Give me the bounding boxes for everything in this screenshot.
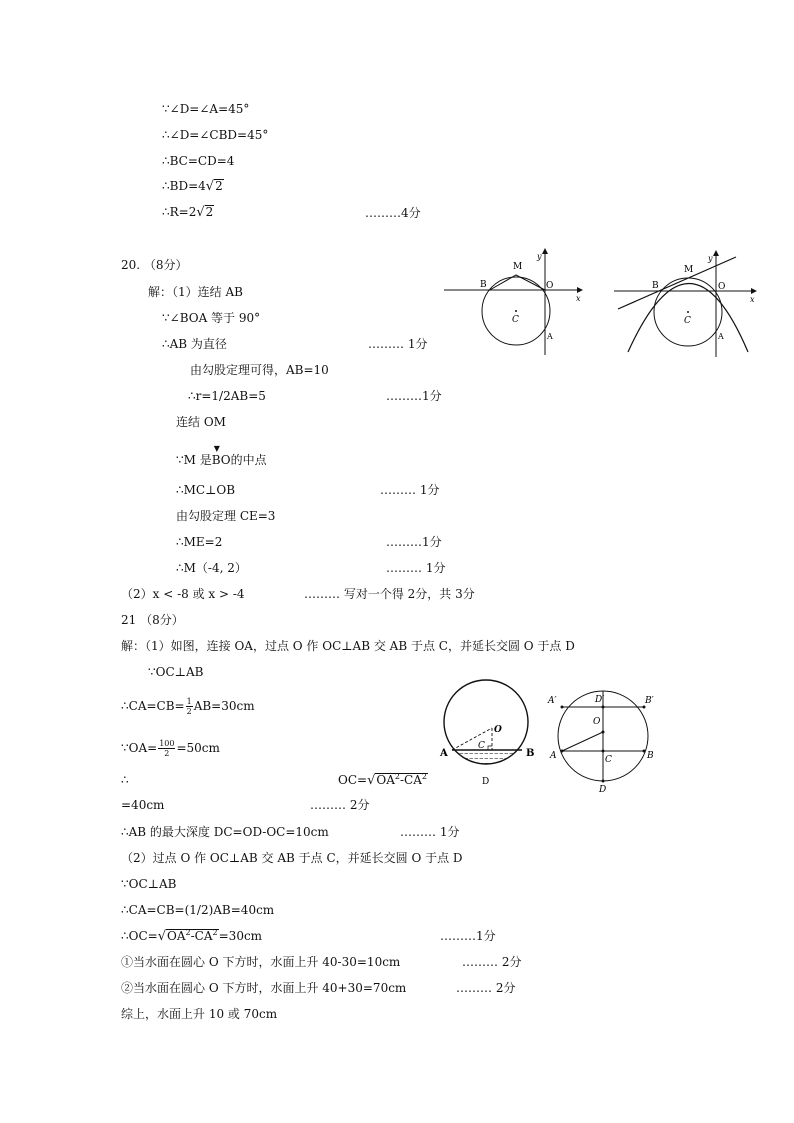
radicand: 2 bbox=[205, 205, 214, 219]
radicand: $OA^2-CA^2$ bbox=[376, 772, 427, 787]
step-line: ∴R=2√2 bbox=[162, 205, 214, 220]
score-mark: ………4分 bbox=[365, 206, 421, 220]
radicand: 2 bbox=[215, 179, 223, 193]
step-line bbox=[121, 739, 220, 758]
score-mark: ………1分 bbox=[386, 535, 442, 549]
label-d: D bbox=[482, 777, 490, 787]
label-o: O bbox=[593, 717, 601, 727]
label-a-prime: A′ bbox=[548, 696, 557, 706]
figure-right bbox=[547, 691, 654, 794]
step-line: ∴ME=2 bbox=[176, 535, 223, 549]
point bbox=[602, 706, 605, 709]
label-b: B bbox=[480, 280, 487, 290]
step-text: =50cm bbox=[176, 741, 220, 755]
label-c: C bbox=[512, 315, 519, 325]
label-o: O bbox=[546, 281, 554, 291]
score-mark: ……… 1分 bbox=[380, 483, 440, 497]
water-region bbox=[444, 750, 528, 780]
step-line bbox=[176, 444, 267, 468]
fraction: $\frac{1}{2}$ bbox=[186, 697, 192, 716]
step-line: ∴BC=CD=4 bbox=[162, 154, 235, 168]
step-text: ∴R=2 bbox=[162, 205, 197, 219]
score-mark: ……… 2分 bbox=[462, 955, 522, 969]
step-line: ∵∠D=∠A=45° bbox=[162, 102, 250, 116]
step-line: 由勾股定理 CE=3 bbox=[176, 509, 276, 523]
label-o: O bbox=[494, 725, 502, 735]
label-o: O bbox=[718, 282, 726, 292]
score-mark: ………1分 bbox=[386, 389, 442, 403]
radicand: $OA^2-CA^2$ bbox=[167, 928, 218, 943]
step-text: ∴BD=4 bbox=[162, 179, 206, 193]
score-mark: ……… 1分 bbox=[400, 825, 460, 839]
step-text: ∵M 是 bbox=[176, 453, 212, 467]
step-text: ∵OA= bbox=[121, 741, 158, 755]
step-line: 由勾股定理可得，AB=10 bbox=[190, 363, 329, 377]
label-x: x bbox=[576, 294, 581, 303]
figure-right bbox=[614, 251, 756, 357]
label-b: B bbox=[647, 751, 654, 761]
step-line: 连结 OM bbox=[176, 415, 226, 429]
step-line: ∴MC⊥OB bbox=[176, 483, 236, 497]
label-a: A bbox=[440, 748, 448, 759]
step-line: （2）x < -8 或 x > -4 bbox=[121, 587, 245, 601]
step-text: 的中点 bbox=[230, 453, 267, 467]
score-mark: ……… 1分 bbox=[368, 337, 428, 351]
step-line: $\therefore OC=√OA^2-CA^2=30cm$ bbox=[121, 928, 263, 944]
step-line: ∴r=1/2AB=5 bbox=[188, 389, 266, 403]
figure-q20 bbox=[440, 245, 760, 360]
label-x: x bbox=[750, 295, 755, 304]
label-b-prime: B′ bbox=[645, 696, 654, 706]
center-dot bbox=[515, 310, 517, 312]
question-header: 20. （8分） bbox=[121, 258, 188, 272]
label-c: C bbox=[478, 741, 485, 751]
score-mark: ……… 2分 bbox=[310, 798, 370, 812]
label-d: D bbox=[599, 785, 607, 794]
step-text: AB=30cm bbox=[193, 699, 255, 713]
step-line: ∵∠BOA 等于 90° bbox=[162, 311, 261, 325]
point bbox=[602, 750, 605, 753]
point bbox=[602, 780, 605, 783]
label-b: B bbox=[652, 281, 659, 291]
step-line: ∴BD=4√2 bbox=[162, 179, 223, 194]
step-line: ∴∠D=∠CBD=45° bbox=[162, 128, 269, 142]
label-d-prime: D′ bbox=[595, 695, 605, 705]
step-line: $OC=√OA^2-CA^2$ bbox=[338, 772, 427, 788]
step-line: ∵OC⊥AB bbox=[121, 877, 177, 891]
step-line: ①当水面在圆心 O 下方时，水面上升 40-30=10cm bbox=[121, 955, 401, 969]
arc-notation: ▼ BO bbox=[211, 444, 231, 467]
point bbox=[561, 706, 564, 709]
step-line: 综上，水面上升 10 或 70cm bbox=[121, 1007, 278, 1021]
point bbox=[602, 731, 605, 734]
score-mark: ……… 1分 bbox=[386, 561, 446, 575]
step-line: （2）过点 O 作 OC⊥AB 交 AB 于点 C，并延长交圆 O 于点 D bbox=[121, 851, 463, 865]
step-line: ∴AB 的最大深度 DC=OD-OC=10cm bbox=[121, 825, 329, 839]
step-line: ∴AB 为直径 bbox=[162, 337, 227, 351]
label-c: C bbox=[605, 755, 612, 765]
label-m: M bbox=[513, 262, 523, 272]
figure-q21 bbox=[436, 676, 666, 794]
fraction: $\frac{100}{2}$ bbox=[159, 739, 175, 758]
label-m: M bbox=[684, 265, 694, 275]
label-y: y bbox=[708, 254, 713, 263]
center-dot bbox=[687, 311, 689, 313]
step-text: ∴OC= bbox=[121, 929, 158, 943]
radius-oa bbox=[452, 728, 492, 750]
score-mark: ………1分 bbox=[440, 929, 496, 943]
figure-left bbox=[444, 249, 582, 355]
step-line: ②当水面在圆心 O 下方时，水面上升 40+30=70cm bbox=[121, 981, 407, 995]
step-line: =40cm bbox=[121, 798, 165, 812]
step-line bbox=[121, 697, 255, 716]
label-c: C bbox=[684, 316, 691, 326]
step-line: 解：（1）如图，连接 OA，过点 O 作 OC⊥AB 交 AB 于点 C，并延长交圆 O 于点 D bbox=[121, 639, 575, 653]
point bbox=[561, 750, 564, 753]
question-header: 21 （8分） bbox=[121, 613, 184, 627]
step-line: 解：（1）连结 AB bbox=[148, 285, 243, 299]
point bbox=[643, 750, 646, 753]
label-a: A bbox=[718, 332, 724, 341]
step-text: OC= bbox=[338, 773, 368, 787]
step-line: ∴M（-4, 2） bbox=[176, 561, 247, 575]
label-y: y bbox=[537, 252, 542, 261]
radius-oa bbox=[562, 732, 603, 751]
step-text: =30cm bbox=[218, 929, 263, 943]
label-a: A bbox=[547, 332, 553, 341]
label-a: A bbox=[550, 751, 557, 761]
step-line: ∴ bbox=[121, 773, 129, 787]
step-line: ∵OC⊥AB bbox=[148, 665, 204, 679]
score-mark: ……… 写对一个得 2分，共 3分 bbox=[304, 587, 475, 601]
arc-label: BO bbox=[211, 453, 231, 467]
figure-left bbox=[439, 680, 534, 787]
step-text: ∴CA=CB= bbox=[121, 699, 185, 713]
score-mark: ……… 2分 bbox=[456, 981, 516, 995]
step-line: ∴CA=CB=(1/2)AB=40cm bbox=[121, 903, 275, 917]
label-b: B bbox=[526, 748, 535, 759]
